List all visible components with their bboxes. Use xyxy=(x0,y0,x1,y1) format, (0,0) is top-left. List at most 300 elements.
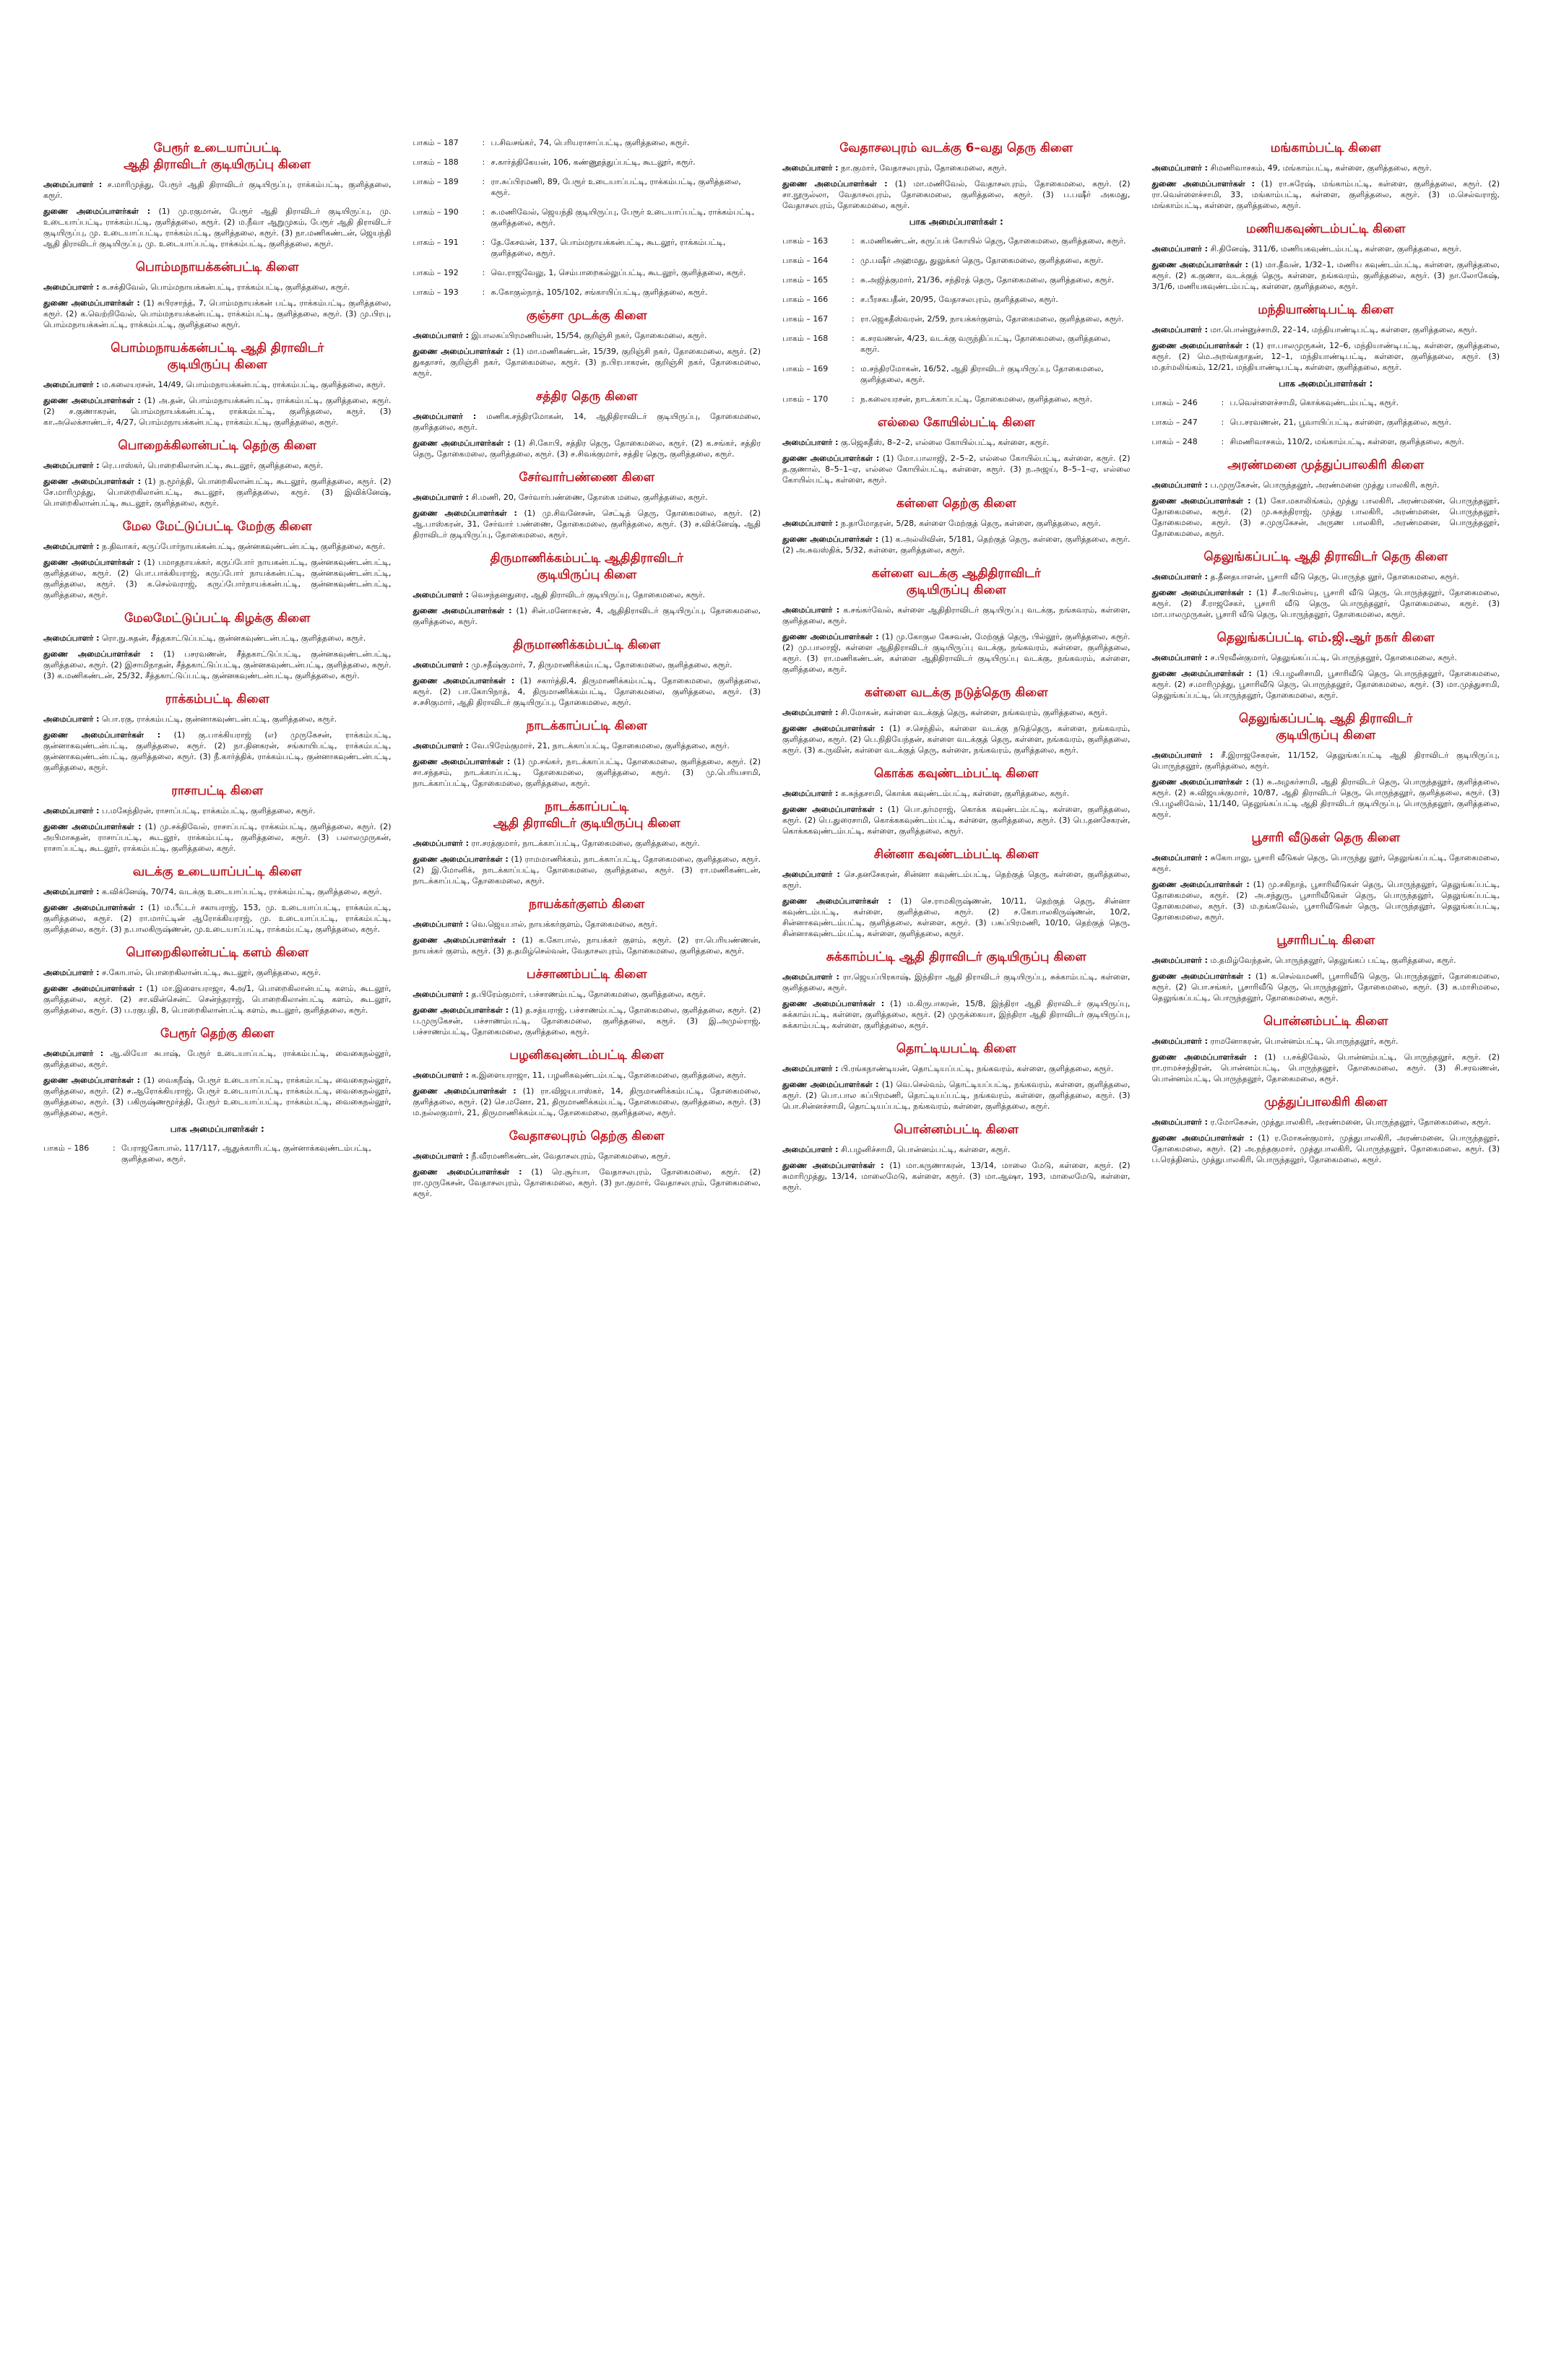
role-label: துணை அமைப்பாளர்கள் : xyxy=(412,347,510,356)
office-bearer-entry xyxy=(413,838,761,849)
branch-title-line: பொன்னம்பட்டி கிளை xyxy=(1263,1014,1388,1029)
role-label: அமைப்பாளர் : xyxy=(782,708,839,717)
branch-title xyxy=(1152,630,1500,646)
office-bearer-entry xyxy=(782,896,1131,939)
branch-title-line: பொன்னம்பட்டி கிளை xyxy=(894,1122,1019,1137)
office-bearer-entry xyxy=(413,1167,761,1199)
branch-section xyxy=(413,718,761,789)
booth-row xyxy=(413,207,761,228)
office-bearer-entry xyxy=(1152,340,1500,373)
booth-organiser: ரா.சுப்பிரமணி, 89, பேரூர் உடையாப்பட்டி, ராக்கம்பட்டி, குளித்தலை, கரூர். xyxy=(490,177,741,197)
branch-title-line: சின்னா கவுண்டம்பட்டி கிளை xyxy=(873,847,1039,862)
branch-title xyxy=(1152,302,1500,319)
office-bearer-details: (1) பசரவணன், சீத்தகாட்டுப்பட்டி, குன்னகவுண்டன்பட்டி, குளித்தலை, கரூர். (2) இசாமிநாதன், சீத்தகாட்டுப்பட்டி, குன்னகவுண்டன்பட்டி, குளித்தலை, கரூர். (3) க.மணிகண்டன், 25/32, சீத்தகாட்டுப்பட்டி, குன்னகவுண்டன்பட்டி, குளித்தலை, கரூர். xyxy=(43,649,392,680)
branch-title-line: சத்திர தெரு கிளை xyxy=(536,389,638,404)
booth-row xyxy=(782,235,1131,246)
role-label: துணை அமைப்பாளர்கள் : xyxy=(782,724,884,733)
branch-section xyxy=(43,691,392,773)
branch-title xyxy=(43,1026,392,1042)
role-label: அமைப்பாளர் : xyxy=(43,633,100,643)
booth-colon: : xyxy=(852,314,855,324)
role-label: துணை அமைப்பாளர்கள் : xyxy=(43,730,161,740)
role-label: துணை அமைப்பாளர்கள் : xyxy=(412,676,515,685)
role-label: துணை அமைப்பாளர்கள் : xyxy=(782,1080,879,1089)
branch-title-line: தொட்டியபட்டி கிளை xyxy=(896,1042,1016,1056)
role-label: அமைப்பாளர் : xyxy=(1151,750,1214,760)
branch-section xyxy=(1152,302,1500,447)
booth-row xyxy=(413,267,761,278)
role-label: துணை அமைப்பாளர்கள் : xyxy=(43,396,141,405)
office-bearer-entry xyxy=(43,730,392,773)
booth-number: பாகம் – 189 xyxy=(412,177,459,186)
booth-number: பாகம் – 191 xyxy=(412,238,459,247)
office-bearer-entry xyxy=(782,788,1131,799)
office-bearer-entry xyxy=(413,346,761,378)
office-bearer-details: மு.சதீஷ்குமார், 7, திருமாணிக்கம்பட்டி, தோகைமலை, குளித்தலை, கரூர். xyxy=(471,660,732,670)
booth-row xyxy=(782,255,1131,266)
booth-row xyxy=(782,363,1131,385)
booth-row xyxy=(43,1143,392,1164)
booth-colon: : xyxy=(482,268,485,277)
branch-title-line: பொம்மநாயக்கன்பட்டி ஆதி திராவிடர் xyxy=(111,341,324,355)
booth-number: பாகம் – 169 xyxy=(782,364,829,373)
booth-organiser: வெ.ராஜவேலு, 1, செம்பாறைகல்லுப்பட்டி, கூடலூர், குளித்தலை, கரூர். xyxy=(490,268,746,277)
branch-title-line: வடக்கு உடையாப்பட்டி கிளை xyxy=(132,865,302,879)
booth-row xyxy=(782,333,1131,355)
role-label: அமைப்பாளர் : xyxy=(43,714,100,724)
role-label: துணை அமைப்பாளர்கள் : xyxy=(412,1086,517,1096)
office-bearer-details: க.சுந்தசாமி, கொக்க கவுண்டம்பட்டி, கள்ளை, குளித்தலை, கரூர். xyxy=(841,789,1069,798)
booth-number: பாகம் – 193 xyxy=(412,287,459,297)
branch-title-line: முத்துப்பாலகிரி கிளை xyxy=(1264,1095,1388,1109)
branch-title xyxy=(413,550,761,584)
branch-title xyxy=(43,691,392,708)
booth-number: பாகம் – 192 xyxy=(412,268,459,277)
office-bearer-entry xyxy=(413,1070,761,1081)
office-bearer-details: (1) பொ.தர்மராஜ், கொக்க கவுண்டம்பட்டி, கள்ளை, குளித்தலை, கரூர். (2) பெ.துரைசாமி, கொக்ககவுண்டம்பட்டி, கள்ளை, குளித்தலை, கரூர். (3) பெ.தனசேகரன், கொக்ககவுண்டம்பட்டி, கள்ளை, குளித்தலை, கரூர். xyxy=(782,805,1131,836)
office-bearer-entry xyxy=(782,605,1131,626)
role-label: அமைப்பாளர் : xyxy=(43,461,100,470)
office-bearer-entry xyxy=(1152,668,1500,701)
branch-title-line: தெலுங்கப்பட்டி ஆதி திராவிடர் xyxy=(1238,711,1413,726)
office-bearer-entry xyxy=(413,508,761,540)
office-bearer-details: (1) செ.ராமகிருஷ்ணன், 10/11, தெற்குத் தெரு, சின்னா கவுண்டம்பட்டி, கள்ளை, குளித்தலை, கரூர். (2) ச.கோபாலகிருஷ்ணன், 10/2, சின்னாகவுண்டம்பட்டி, குளித்தலை, கள்ளை, கரூர். (3) பசுப்பிரமணி, 10/10, தெற்குத் தெரு, சின்னாகவுண்டம்பட்டி, கள்ளை, குளித்தலை, கரூர். xyxy=(782,896,1131,938)
branch-section xyxy=(43,1026,392,1164)
role-label: துணை அமைப்பாளர்கள் : xyxy=(1151,1133,1253,1143)
office-bearer-entry xyxy=(413,740,761,751)
office-bearer-entry xyxy=(413,1086,761,1118)
office-bearer-details: (1) மா.மணிவேல், வேதாசலபுரம், தோகைமலை, கரூர். (2) சா.நூருல்லா, வேதாசலபுரம், தோகைமலை, குளித்தலை, கரூர். (3) ப.பஷீர் அகமது, வேதாசலபுரம், தோகைமலை, கரூர். xyxy=(782,179,1131,210)
booth-colon: : xyxy=(1221,437,1224,446)
role-label: துணை அமைப்பாளர்கள் : xyxy=(1151,260,1248,269)
role-label: துணை அமைப்பாளர்கள் : xyxy=(43,903,144,912)
office-bearer-details: (1) ரா.பாலமுருகன், 12–6, மந்தியாண்டிபட்டி, கள்ளை, குளித்தலை, கரூர். (2) மெ.அறங்கநாதன், 12–1, மந்தியாண்டிபட்டி, கள்ளை, குளித்தலை, கரூர். (3) ம.தர்மலிங்கம், 12/21, மந்தியாண்டிபட்டி, கள்ளை, குளித்தலை, கரூர். xyxy=(1151,341,1500,372)
office-bearer-details: (1) ரெ.சூர்யா, வேதாசலபுரம், தோகைமலை, கரூர். (2) ரா.முருகேசன், வேதாசலபுரம், தோகைமலை, கரூர். (3) நா.குமார், வேதாசலபுரம், தோகைமலை, கரூர். xyxy=(412,1167,761,1198)
office-bearer-details: கு.ஜெகதீஸ், 8–2–2, எல்லை கோயில்பட்டி, கள்ளை, கரூர். xyxy=(841,438,1050,447)
office-bearer-entry xyxy=(43,821,392,854)
branch-section xyxy=(782,1041,1131,1112)
office-bearer-details: ம.தமிழ்வேந்தன், பொருந்தலூர், தெலுங்கப் பட்டி, குளித்தலை, கரூர். xyxy=(1210,956,1456,965)
branch-title xyxy=(782,766,1131,782)
branch-section xyxy=(782,1122,1131,1193)
role-label: துணை அமைப்பாளர்கள் : xyxy=(412,438,511,448)
branch-title xyxy=(43,259,392,276)
office-bearer-details: க.விக்னேஷ், 70/74, வடக்கு உடையாப்பட்டி, ராக்கம்பட்டி, குளித்தலை, கரூர். xyxy=(102,887,382,896)
office-bearer-entry xyxy=(413,919,761,930)
column-4 xyxy=(1152,137,1500,2351)
office-bearer-entry xyxy=(782,163,1131,173)
branch-title xyxy=(413,718,761,735)
office-bearer-entry xyxy=(413,854,761,886)
office-bearer-entry xyxy=(1152,971,1500,1003)
role-label: அமைப்பாளர் : xyxy=(412,1151,470,1161)
office-bearer-details: (1) அ.தன், பொம்மநாயக்கன்பட்டி, ராக்கம்பட்டி, குளித்தலை, கரூர். (2) ச.குணாகரன், பொம்மநாயக்கன்பட்டி, ராக்கம்பட்டி, குளித்தலை, கரூர். (3) கா.அலெக்சாண்டர், 4/27, பொம்மநாயக்கன்பட்டி, ராக்கம்பட்டி, குளித்தலை, கரூர். xyxy=(43,396,392,427)
booth-colon: : xyxy=(482,177,485,186)
role-label: அமைப்பாளர் : xyxy=(412,741,470,750)
role-label: துணை அமைப்பாளர்கள் : xyxy=(412,606,512,615)
booth-colon: : xyxy=(852,334,855,343)
booth-colon: : xyxy=(482,207,485,217)
office-bearer-details: (1) கு.பாக்கியராஜ் (எ) முருகேசன், ராக்கம்பட்டி, குன்னாகவுண்டன்பட்டி, குளித்தலை, கரூர். (2) நா.தினகரன், சங்காயிபட்டி, ராக்கம்பட்டி, குன்னாகவுண்டன்பட்டி, குளித்தலை, கரூர். (3) நீ.கார்த்திக், ராக்கம்பட்டி, குன்னாகவுண்டன்பட்டி, குளித்தலை, கரூர். xyxy=(43,730,392,772)
office-bearer-details: வெசந்தனதுரை, ஆதி திராவிடர் குடியிருப்பு, தோகைமலை, கரூர். xyxy=(471,590,706,600)
booth-number: பாகம் – 186 xyxy=(43,1143,90,1153)
branch-title xyxy=(782,496,1131,512)
office-bearer-entry xyxy=(43,1075,392,1118)
column-2 xyxy=(413,137,761,2351)
booth-colon: : xyxy=(852,256,855,265)
office-bearer-entry xyxy=(782,178,1131,211)
role-label: துணை அமைப்பாளர்கள் : xyxy=(412,1005,509,1015)
branch-section xyxy=(1152,932,1500,1003)
branch-title xyxy=(782,949,1131,966)
branch-title-line: திருமாணிக்கம்பட்டி கிளை xyxy=(513,638,661,652)
office-bearer-details: சி.மோகன், கள்ளை வடக்குத் தெரு, கள்ளை, நங்கவரம், குளித்தலை, கரூர். xyxy=(841,708,1108,717)
booth-organiser: சு.அஜித்குமார், 21/36, சந்திரத் தெரு, தோகைமலை, குளித்தலை, கரூர். xyxy=(860,275,1115,285)
office-bearer-entry xyxy=(413,935,761,956)
office-bearer-details: வே.பிரேம்குமார், 21, நாடக்காப்பட்டி, தோகைமலை, குளித்தலை, கரூர். xyxy=(471,741,730,750)
office-bearer-entry xyxy=(782,707,1131,718)
office-bearer-details: ப.முருகேசன், பொருந்தலூர், அரண்மனை முத்து பாலகிரி, கரூர். xyxy=(1210,480,1440,490)
role-label: துணை அமைப்பாளர்கள் : xyxy=(1151,179,1255,189)
role-label: அமைப்பாளர் : xyxy=(1151,1117,1209,1127)
branch-section xyxy=(1152,1094,1500,1165)
branch-section xyxy=(782,766,1131,836)
role-label: அமைப்பாளர் : xyxy=(1151,956,1209,965)
role-label: துணை அமைப்பாளர்கள் : xyxy=(43,649,154,659)
office-bearer-details: ச.கோபால், பொறைகிலான்பட்டி, கூடலூர், குளித்தலை, கரூர். xyxy=(102,968,321,977)
office-bearer-details: (1) க.செல்வமணி, பூசாரிவீடு தெரு, பொருந்தலூர், தோகைமலை, கரூர். (2) பொ.சங்கர், பூசாரிவீடு தெரு, பொருந்தலூர், தோகைமலை, கரூர். (3) க.மாசிமலை, தெலுங்கப்பட்டி, பொருந்தலூர், தோகைமலை, கரூர். xyxy=(1151,972,1500,1003)
role-label: அமைப்பாளர் : xyxy=(782,870,840,879)
branch-title-line: சுக்காம்பட்டி ஆதி திராவிடர் குடியிருப்பு கிளை xyxy=(826,950,1086,964)
role-label: அமைப்பாளர் : xyxy=(782,519,839,528)
branch-section xyxy=(413,550,761,627)
office-bearer-details: (1) ம.கிருபாகரன், 15/8, இந்திரா ஆதி திராவிடர் குடியிருப்பு, சுக்காம்பட்டி, கள்ளை, குளித்தலை, கரூர். (2) முருக்கையா, இந்திரா ஆதி திராவிடர் குடியிருப்பு, சுக்காம்பட்டி, கள்ளை, குளித்தலை, கரூர். xyxy=(782,999,1131,1030)
branch-title-line: ஆதி திராவிடர் குடியிருப்பு கிளை xyxy=(124,157,311,172)
office-bearer-details: (1) க.அல்லிவின், 5/181, தெற்குத் தெரு, கள்ளை, குளித்தலை, கரூர். (2) அ.சுவஸ்திக், 5/32, கள்ளை, குளித்தலை, கரூர். xyxy=(782,535,1131,555)
branch-title-line: பழனிகவுண்டம்பட்டி கிளை xyxy=(509,1048,665,1063)
office-bearer-details: க.சக்திவேல், பொம்மநாயக்கன்பட்டி, ராக்கம்பட்டி, குளித்தலை, கரூர். xyxy=(102,282,350,292)
branch-title xyxy=(413,389,761,405)
office-bearer-details: த.தீனதயாளன், பூசாரி வீடு தெரு, பொருந்த லூர், தோகைமலை, கரூர். xyxy=(1210,572,1460,581)
role-label: அமைப்பாளர் : xyxy=(43,968,100,977)
office-bearer-details: (1) கோ.மகாலிங்கம், முத்து பாலகிரி, அரண்மனை, பொருந்தலூர், தோகைமலை, கரூர். (2) மு.சுகந்திராஜ், முத்து பாலகிரி, அரண்மனை, பொருந்தலூர், தோகைமலை, கரூர். (3) ச.முருகேசன், அருண பாலகிரி, அரண்மனை, பொருந்தலூர், தோகைமலை, கரூர். xyxy=(1151,496,1500,538)
branch-section xyxy=(782,496,1131,555)
booth-organiser: பெ.சரவணன், 21, பூவாயிப்பட்டி, கள்ளை, குளித்தலை, கரூர். xyxy=(1229,417,1452,427)
office-bearer-details: (1) ம.பீட்டர் சகாயராஜ், 153, மு. உடையாப்பட்டி, ராக்கம்பட்டி, குளித்தலை, கரூர். (2) ரா.மார்ட்டின் ஆரோக்கியராஜ், மு. உடையாப்பட்டி, ராக்கம்பட்டி, குளித்தலை, கரூர். (3) ந.பாலகிருஷ்ணன், மு.உடையாப்பட்டி, ராக்கம்பட்டி, குளித்தலை, கரூர். xyxy=(43,903,392,934)
branch-title-line: திருமாணிக்கம்பட்டி ஆதிதிராவிடர் xyxy=(490,551,683,566)
office-bearer-entry xyxy=(782,1160,1131,1193)
booth-colon: : xyxy=(482,157,485,167)
booth-number: பாகம் – 246 xyxy=(1151,398,1198,407)
office-bearer-entry xyxy=(43,395,392,428)
booth-organisers-heading: பாக அமைப்பாளர்கள் : xyxy=(170,1124,264,1134)
role-label: துணை அமைப்பாளர்கள் : xyxy=(43,298,140,308)
booth-number: பாகம் – 166 xyxy=(782,295,829,304)
branch-title-line: மேலமேட்டுப்பட்டி கிழக்கு கிளை xyxy=(124,611,311,626)
booth-organiser: தே.கேசவன், 137, பொம்மநாயக்கன்பட்டி, கூடலூர், ராக்கம்பட்டி, குளித்தலை, கரூர். xyxy=(490,238,726,258)
branch-title-line: பொறைக்கிலான்பட்டி தெற்கு கிளை xyxy=(118,438,316,453)
booth-colon: : xyxy=(852,394,855,404)
branch-title xyxy=(1152,221,1500,238)
office-bearer-details: சுகோபாலு, பூசாரி வீடுகள் தெரு, பொருந்து லூர், தெலுங்கப்பட்டி, தோகைமலை, கரூர். xyxy=(1151,853,1500,873)
office-bearer-details: பி.ரங்கநாண்டியன், தொட்டியப்பட்டி, நங்கவரம், கள்ளை, குளித்தலை, கரூர். xyxy=(841,1064,1114,1073)
office-bearer-entry xyxy=(1152,163,1500,173)
branch-section xyxy=(43,610,392,681)
role-label: துணை அமைப்பாளர்கள் : xyxy=(1151,972,1251,981)
branch-title-line: பூசாரி வீடுகள் தெரு கிளை xyxy=(1251,831,1401,845)
office-bearer-entry xyxy=(43,282,392,293)
office-bearer-entry xyxy=(1152,571,1500,582)
booth-colon: : xyxy=(482,238,485,247)
office-bearer-entry xyxy=(413,411,761,433)
office-bearer-entry xyxy=(43,902,392,935)
branch-title-line: பச்சாணம்பட்டி கிளை xyxy=(526,967,647,982)
office-bearer-entry xyxy=(782,631,1131,675)
branch-section xyxy=(1152,711,1500,820)
role-label: துணை அமைப்பாளர்கள் : xyxy=(43,984,142,993)
office-bearer-entry xyxy=(1152,1117,1500,1128)
branch-section xyxy=(782,415,1131,485)
office-bearer-entry xyxy=(413,605,761,627)
office-bearer-details: (1) மு.சங்கர், நாடக்காப்பட்டி, தோகைமலை, குளித்தலை, கரூர். (2) சா.சந்தசம், நாடக்காப்பட்டி, தோகைமலை, குளித்தலை, கரூர். (3) மு.பெரியசாமி, நாடக்காப்பட்டி, தோகைமலை, குளித்தலை, கரூர். xyxy=(412,757,761,788)
office-bearer-details: மா.பொன்னுச்சாமி, 22–14, மந்தியாண்டிபட்டி, கள்ளை, குளித்தலை, கரூர். xyxy=(1210,325,1477,334)
branch-section xyxy=(782,847,1131,939)
role-label: துணை அமைப்பாளர்கள் : xyxy=(1151,341,1249,350)
booth-row xyxy=(782,294,1131,305)
branch-title-line: ராசாபட்டி கிளை xyxy=(171,784,264,798)
office-bearer-entry xyxy=(43,379,392,390)
office-bearer-entry xyxy=(1152,750,1500,771)
branch-section xyxy=(1152,457,1500,539)
branch-title xyxy=(413,896,761,913)
role-label: அமைப்பாளர் : xyxy=(412,990,470,999)
branch-section xyxy=(782,685,1131,756)
booth-organiser: ப.வெள்ளைச்சாமி, கொக்கவுண்டம்பட்டி, கரூர். xyxy=(1229,398,1399,407)
office-bearer-details: (1) பமாதநாயக்கர், கருப்போர் நாயகன்பட்டி, குன்னகவுண்டன்பட்டி, குளித்தலை, கரூர். (2) பொ.பாக்கியராஜ், கருப்போர் நாயக்கன்பட்டி, குன்னகவுண்டன்பட்டி, குளித்தலை, கரூர். (3) க.செல்வராஜ், கருப்போர்நாயக்கன்பட்டி, குன்னகவுண்டன்பட்டி, குளித்தலை, கரூர். xyxy=(43,558,392,600)
office-bearer-entry xyxy=(782,1144,1131,1155)
branch-title-line: பேரூர் உடையாப்பட்டி xyxy=(153,141,281,155)
booth-number: பாகம் – 168 xyxy=(782,334,829,343)
office-bearer-details: ர.மோகேசன், முத்துபாலகிரி, அரண்மனை, பொருந்தலூர், தோகைமலை, கரூர். xyxy=(1210,1117,1491,1127)
office-bearer-entry xyxy=(1152,496,1500,539)
booth-number: பாகம் – 247 xyxy=(1151,417,1198,427)
booth-organiser: மு.பஷீர் அஹமது, துலுக்கர் தெரு, தோகைமலை, குளித்தலை, கரூர். xyxy=(860,256,1104,265)
office-bearer-entry xyxy=(1152,587,1500,620)
branch-title xyxy=(1152,457,1500,474)
office-bearer-entry xyxy=(43,557,392,600)
branch-title xyxy=(43,438,392,454)
booth-colon: : xyxy=(1221,417,1224,427)
booth-organiser: ச.கார்த்திகேயன், 106, கண்ணூத்துப்பட்டி, கூடலூர், கரூர். xyxy=(490,157,696,167)
role-label: அமைப்பாளர் : xyxy=(43,380,100,389)
branch-section xyxy=(43,519,392,600)
office-bearer-entry xyxy=(1152,955,1500,966)
branch-title xyxy=(413,799,761,832)
booth-row xyxy=(413,176,761,198)
role-label: துணை அமைப்பாளர்கள் : xyxy=(43,822,142,831)
branch-title xyxy=(43,864,392,880)
office-bearer-entry xyxy=(1152,776,1500,820)
booth-row xyxy=(413,157,761,168)
branch-title xyxy=(43,140,392,173)
branch-section xyxy=(1152,630,1500,701)
booth-colon: : xyxy=(482,287,485,297)
office-bearer-details: சிமணிவாசகம், 49, மங்காம்பட்டி, கள்ளை, குளித்தலை, கரூர். xyxy=(1210,163,1432,173)
role-label: துணை அமைப்பாளர்கள் : xyxy=(1151,880,1250,889)
office-bearer-details: மணிக.சந்திரமோகன், 14, ஆதிதிராவிடர் குடியிருப்பு, தோகைமலை, குளித்தலை, கரூர். xyxy=(412,412,761,432)
office-bearer-entry xyxy=(43,179,392,201)
office-bearer-details: (1) மா.இளையராஜா, 4அ/1, பொறைகிலான்பட்டி களம், கூடலூர், குளித்தலை, கரூர். (2) சா.வின்சென்ட் சென்ந்தராஜ், பொறைகிலான்பட்டி களம், கூடலூர், குளித்தலை, கரூர். (3) ப.ரகுபதி, 8, பொறைகிலான்பட்டி களம், கூடலூர், குளித்தலை, கரூர். xyxy=(43,984,392,1015)
branch-section xyxy=(413,137,761,298)
office-bearer-entry xyxy=(413,675,761,708)
role-label: அமைப்பாளர் : xyxy=(782,1145,839,1154)
booth-number: பாகம் – 164 xyxy=(782,256,829,265)
branch-title-line: நாடக்காப்பட்டி கிளை xyxy=(526,719,648,733)
role-label: அமைப்பாளர் : xyxy=(782,1064,839,1073)
branch-title-line: பொம்மநாயக்கன்பட்டி கிளை xyxy=(135,260,299,274)
branch-title xyxy=(413,469,761,486)
office-bearer-entry xyxy=(782,453,1131,485)
office-bearer-details: சி.மணி, 20, சேர்வார்பண்ணை, தோகை மலை, குளித்தலை, கரூர். xyxy=(471,493,708,502)
role-label: அமைப்பாளர் : xyxy=(782,605,840,615)
role-label: துணை அமைப்பாளர்கள் : xyxy=(43,1076,141,1085)
office-bearer-details: (1) ராமமாணிக்கம், நாடக்காப்பட்டி, தோகைமலை, குளித்தலை, கரூர். (2) இ.மோனிக், நாடக்காப்பட்டி, தோகைமலை, குளித்தலை, கரூர். (3) ரா.மணிகண்டன், நாடக்காப்பட்டி, தோகைமலை, கரூர். xyxy=(412,854,761,886)
branch-title xyxy=(782,1122,1131,1138)
booth-row xyxy=(782,313,1131,324)
role-label: அமைப்பாளர் : xyxy=(1151,163,1209,173)
role-label: அமைப்பாளர் : xyxy=(782,163,839,173)
office-bearer-entry xyxy=(782,869,1131,891)
office-bearer-details: (1) மு.கோகுல கேசவன், மேற்குத் தெரு, பில்லூர், குளித்தலை, கரூர். (2) மு.பாலாஜி, கள்ளை ஆதிதிராவிடர் குடியிருப்பு வடக்கு, நங்கவரம், கள்ளை, குளித்தலை, கரூர். (3) ரா.மணிகண்டன், கள்ளை ஆதிதிராவிடர் குடியிருப்பு வடக்கு, நங்கவரம், கள்ளை, குளித்தலை, கரூர். xyxy=(782,632,1131,674)
booth-row xyxy=(413,287,761,298)
office-bearer-details: செ.தனசேகரன், சின்னா கவுண்டம்பட்டி, தெற்குத் தெரு, கள்ளை, குளித்தலை, கரூர். xyxy=(782,870,1131,890)
office-bearer-entry xyxy=(782,1079,1131,1112)
office-bearer-details: (1) மு.சகிநாத், பூசாரிவீடுகள் தெரு, பொருந்தலூர், தெலுங்கப்பட்டி, தோகைமலை, கரூர். (2) அ.சந்துரு, பூசாரிவீடுகள் தெரு, பொருந்தலூர், தெலுங்கப்பட்டி, தோகைமலை, கரூர். (3) ம.நங்கவேல், பூசாரிவீடுகள் தெரு, பொருந்தலூர், தெலுங்கப்பட்டி, தோகைமலை, கரூர். xyxy=(1151,880,1500,922)
branch-title xyxy=(1152,1013,1500,1030)
branch-section xyxy=(413,799,761,886)
branch-title xyxy=(782,685,1131,701)
branch-title xyxy=(782,415,1131,431)
branch-section xyxy=(413,637,761,708)
office-bearer-details: (1) மா.கருணாகரன், 13/14, மாலை மேடு, கள்ளை, கரூர். (2) சுமாரிமுத்து, 13/14, மாலைமேடு, கள்ளை, கரூர். (3) மா.ஆஷா, 193, மாலைமேடு, கள்ளை, கரூர். xyxy=(782,1161,1131,1192)
role-label: அமைப்பாளர் : xyxy=(43,180,103,189)
booth-row xyxy=(413,237,761,259)
office-bearer-entry xyxy=(43,1048,392,1070)
role-label: துணை அமைப்பாளர்கள் : xyxy=(782,535,879,544)
branch-title xyxy=(782,1041,1131,1057)
office-bearer-details: (1) ரா.சுரேஷ், மங்காம்பட்டி, கள்ளை, குளித்தலை, கரூர். (2) ரா.வெள்ளைச்சாமி, 33, மங்காம்பட்டி, கள்ளை, குளித்தலை, கரூர். (3) ம.செல்வராஜ், மங்காம்பட்டி, கள்ளை, குளித்தலை, கரூர். xyxy=(1151,179,1500,210)
branch-title-line: ஆதி திராவிடர் குடியிருப்பு கிளை xyxy=(493,816,680,831)
office-bearer-details: (1) சுபிரசாந்த், 7, பொம்மநாயக்கன் பட்டி, ராக்கம்பட்டி, குளித்தலை, கரூர். (2) க.வெற்றிவேல், பொம்மநாயக்கன்பட்டி, ராக்கம்பட்டி, குளித்தலை, கரூர். (3) மு.பிரபு, பொம்மநாயக்கன்பட்டி, ராக்கம்பட்டி, குளித்தலை கரூர். xyxy=(43,298,392,329)
branch-title-line: குடியிருப்பு கிளை xyxy=(1276,728,1376,743)
office-bearer-details: (1) வெ.செல்வம், தொட்டியப்பட்டி, நங்கவரம், கள்ளை, குளித்தலை, கரூர். (2) பொ.பால சுப்பிரமணி, தொட்டியப்பட்டி, நங்கவரம், கள்ளை, குளித்தலை, கரூர். (3) பொ.சின்னச்சாமி, தொட்டியப்பட்டி, நங்கவரம், கள்ளை, குளித்தலை, கரூர். xyxy=(782,1080,1131,1111)
role-label: துணை அமைப்பாளர்கள் : xyxy=(1151,669,1252,678)
office-bearer-details: (1) மோ.பாலாஜி, 2–5–2, எல்லை கோயில்பட்டி, கள்ளை, கரூர். (2) த.குணால், 8–5–1–ஏ, எல்லை கோயில்பட்டி, கள்ளை, கரூர். (3) ந.அஜய், 8–5–1–ஏ, எல்லை கோயில்பட்டி, கள்ளை, கரூர். xyxy=(782,454,1131,485)
office-bearer-details: இபாலசுப்பிரமணியன், 15/54, குறிஞ்சி நகர், தோகைமலை, கரூர். xyxy=(471,331,707,340)
branch-section xyxy=(413,1128,761,1199)
role-label: அமைப்பாளர் : xyxy=(1151,1037,1209,1046)
branch-title-line: மந்தியாண்டிபட்டி கிளை xyxy=(1258,303,1394,317)
role-label: துணை அமைப்பாளர்கள் : xyxy=(782,999,885,1008)
role-label: துணை அமைப்பாளர்கள் : xyxy=(412,1167,522,1177)
role-label: அமைப்பாளர் : xyxy=(43,282,100,292)
role-label: அமைப்பாளர் : xyxy=(1151,853,1209,862)
office-bearer-details: சி.பழனிச்சாமி, பொன்னம்பட்டி, கள்ளை, கரூர். xyxy=(841,1145,1011,1154)
branch-title xyxy=(782,140,1131,157)
role-label: துணை அமைப்பாளர்கள் : xyxy=(1151,496,1251,506)
branch-title-line: குடியிருப்பு கிளை xyxy=(906,583,1006,597)
branch-section xyxy=(782,949,1131,1031)
booth-number: பாகம் – 167 xyxy=(782,314,829,324)
column-1 xyxy=(43,137,392,2351)
office-bearer-details: சீ.இராஜசேகரன், 11/152, தெலுங்கப்பட்டி ஆதி திராவிடர் குடியிருப்பு, பொருந்தலூர், குளித்தலை, கரூர். xyxy=(1151,750,1500,771)
office-bearer-entry xyxy=(1152,1052,1500,1084)
office-bearer-entry xyxy=(1152,879,1500,922)
office-bearer-entry xyxy=(782,972,1131,993)
office-bearer-entry xyxy=(782,998,1131,1031)
booth-row xyxy=(1152,397,1500,408)
office-bearer-entry xyxy=(1152,652,1500,663)
booth-colon: : xyxy=(852,364,855,373)
office-bearer-details: ரெ.பாஸ்கர், பொறைகிலான்பட்டி, கூடலூர், குளித்தலை, கரூர். xyxy=(102,461,324,470)
branch-title-line: நாடக்காப்பட்டி xyxy=(545,800,629,814)
office-bearer-details: (1) சி.கோபி, சத்திர தெரு, தோகைமலை, கரூர். (2) க.சங்கர், சத்திர தெரு, தோகைமலை, குளித்தலை, கரூர். (3) ச.சிவக்குமார், சத்திர தெரு, குளித்தலை, கரூர். xyxy=(412,438,761,459)
role-label: அமைப்பாளர் : xyxy=(412,660,470,670)
booth-organiser: ம.சந்திரமோகன், 16/52, ஆதி திராவிடர் குடியிருப்பு, தோகைமலை, குளித்தலை, கரூர். xyxy=(860,364,1104,384)
branch-title-line: கள்ளை தெற்கு கிளை xyxy=(896,496,1016,511)
branch-title-line: பூசாரிபட்டி கிளை xyxy=(1276,933,1375,948)
branch-title xyxy=(43,783,392,800)
branch-title-line: வேதாசலபுரம் தெற்கு கிளை xyxy=(509,1129,665,1143)
branch-title-line: மேல மேட்டுப்பட்டி மேற்கு கிளை xyxy=(122,519,312,534)
booth-colon: : xyxy=(113,1143,116,1153)
office-bearer-entry xyxy=(1152,852,1500,874)
office-bearer-details: ந.தாமோதரன், 5/28, கள்ளை மேற்குத் தெரு, கள்ளை, குளித்தலை, கரூர். xyxy=(841,519,1101,528)
role-label: அமைப்பாளர் : xyxy=(412,412,477,421)
office-bearer-entry xyxy=(43,714,392,724)
office-bearer-details: (1) மா.தீவன், 1/32–1, மணிய கவுண்டம்பட்டி, கள்ளை, குளித்தலை, கரூர். (2) க.குணா, வடக்குத் தெரு, கள்ளை, நங்கவரம், குளித்தலை, கரூர். (3) நா.லோகேஷ், 3/1/6, மணியகவுண்டம்பட்டி, கள்ளை, குளித்தலை, கரூர். xyxy=(1151,260,1500,291)
role-label: துணை அமைப்பாளர்கள் : xyxy=(1151,777,1249,787)
branch-title xyxy=(1152,830,1500,847)
booth-organiser: சு.கோகுல்நாத், 105/102, சங்காயிப்பட்டி, குளித்தலை, கரூர். xyxy=(490,287,708,297)
role-label: துணை அமைப்பாளர்கள் : xyxy=(782,179,888,189)
branch-title-line: கள்ளை வடக்கு நடுத்தெரு கிளை xyxy=(864,685,1048,700)
role-label: துணை அமைப்பாளர்கள் : xyxy=(782,805,883,814)
role-label: அமைப்பாளர் : xyxy=(1151,653,1209,662)
branch-title-line: கள்ளை வடக்கு ஆதிதிராவிடர் xyxy=(871,566,1041,581)
booth-row xyxy=(1152,436,1500,447)
office-bearer-entry xyxy=(413,1005,761,1037)
